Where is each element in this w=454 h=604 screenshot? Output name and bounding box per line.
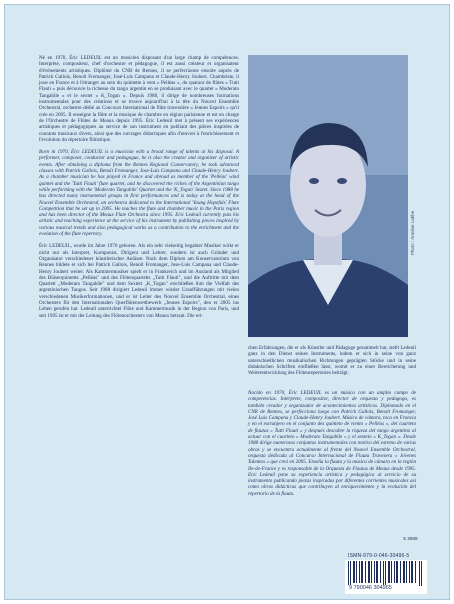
right-column-german-continued [248, 345, 416, 382]
barcode-bars [345, 560, 427, 586]
biography-french: Né en 1970, Éric LEDEUIL est un musicien disposant d'un large champ de compétences. Interprète, compositeur, chef d'orchestre et pédagogue, il est aussi créateur et organisateur d'événements artistiques. Diplômé du CNR de Rennes, il se perfectionne ensuite auprès de Patrick Gallois, Benoît Fromanger, José-Luis Campana et Claude-Henry Joubert. Chambriste, il joue en France et à l'étranger au sein du quintette à vent « Pelléas », du quatuor de flûtes « Tutti Flauti » puis découvre la richesse du tango argentin en se produisant avec le quartet « Moderato Tangabile » et le sextet « K_Togan ». Depuis 1988, il dirige de nombreuses formations instrumentales pour des créations et se trouve aujourd'hui à la tête du Nouvel Ensemble Orchestral, orchestre dédié au Concours International de flûte traversière « Jeunes Espoirs » qu'il crée en 2005. Il enseigne la flûte et la musique de chambre en région parisienne et est en charge de l'Orchestre de Flûtes de Meaux depuis 1995. Éric Ledeuil met à présent ses expériences artistiques et pédagogiques au service de son instrument en publiant des pièces inspirées de courants musicaux divers, ainsi que des ouvrages didactiques afin d'œuvrer à l'enrichissement et l'évolution du répertoire flûtistique. [39, 55, 239, 143]
barcode-digits: 9 790046 304965 [349, 585, 392, 591]
left-column [39, 55, 239, 325]
portrait-photo [248, 55, 408, 337]
photo-credit: Photo : Antoine Labbe [410, 210, 415, 255]
biography-english: Born in 1970, Éric LEDEUIL is a musician with a broad range of talents at his disposal. A performer, composer, conductor and pedagogue, he is also the creator and organizer of artistic events. After obtaining a diploma from the Rennes Regional Conservatory, he took advanced classes with Patrick Gallois, Benoît Fromanger, Jose-Luis Campana and Claude-Henry Joubert. As a chamber musician he has played in France and abroad as member of the 'Pelléas' wind quintet and the 'Tutti Flauti' flute quartet, and he discovered the riches of the Argentinian tango while performing with the 'Moderato Tangabile' Quartet and the 'K_Togan' Sextet. Since 1988 he has directed many instrumental groups in first performances and is today at the head of the Nouvel Ensemble Orchestral, an orchestra dedicated to the International 'Young Hopefuls' Flute Competition that he set up in 2005. He teaches the flute and chamber music in the Paris region and has been director of the Meaux Flute Orchestra since 1995. Eric Ledeuil currently puts his artistic and teaching experience at the service of his instrument by publishing pieces inspired by various musical trends and also pedagogical works as a contribution to the enrichment and the evolution of the flute repertory. [39, 149, 239, 238]
biography-german-continued: chen Erfahrungen, die er als Künstler und Pädagoge gesammelt hat, stellt Ledeuil ganz in den Dienst seines Instruments, indem er sich in seine von ganz unterschiedlichen musikalischen Richtungen geprägten Stücke und in seine didaktischen Schriften einfließen lässt, womit er zu einer Bereicherung und Weiterentwicklung des Flötenrepertoires beiträgt. [248, 345, 416, 377]
ismn-number: ISMN-979-0-046-30496-5 [348, 553, 410, 559]
catalog-number: S 2669 [403, 536, 418, 541]
back-cover [4, 4, 450, 600]
right-column-spanish [248, 390, 416, 503]
biography-german: Éric LEDEUIL, wurde im Jahre 1970 geboren. Als ein sehr vielseitig begabter Musiker wirkt er nicht nur als Interpret, Komponist, Dirigent und Lehrer, sondern ist auch Gründer und Organisator verschiedener künstlerischer Anlässe. Nach dem Diplom am Konservatorium von Rennes bildete er sich bei Patrick Gallois, Benoît Fromanger, Jose-Luis Campana und Claude-Henry Joubert weiter. Als Kammermusiker spielt er in Frankreich und im Ausland als Mitglied des Bläserquintetts „Pelléas" und des Flötenquartetts „Tutti Flauti", und die Auftritte mit dem Quartett „Moderato Tangabile" und dem Sextett „K_Togan" erschließen ihm die Vielfalt des argentinischen Tangos. Seit 1988 dirigiert Ledeuil immer wieder Uraufführungen mit vielen verschiedenen Musikerformationen, und er ist Leiter des Nouvel Ensemble Orchestral, eines Orchesters für den Internationalen Querflötenwettbewerb „Jeunes Espoirs", den er 2005 ins Leben gerufen hat. Ledeuil unterrichtet Flöte und Kammermusik in der Region von Paris, und seit 1995 ist er mit der Leitung des Flötenorchesters von Meaux betraut. Die rei- [39, 243, 239, 319]
biography-spanish: Nacido en 1970, Éric LEDEUIL es un músico con un amplio campo de competencias. Intérprete, compositor, director de orquesta y pedagogo, es también creador y organizador de acontecimientos artísticos. Diplomado en el CNR de Rennes, se perfecciona luego con Patrick Gallois, Benoît Fromanger, José Luis Campana y Claude-Henry Joubert. Músico de cámara, toca en Francia y en el extranjero en el conjunto des quinteto de viento « Pelléas », del cuarteto de flautas « Tutti Flauti » y después descubre la riqueza del tango argentino al actuar con el cuarteto « Moderato Tangabile » y el sexteto « K_Togan ». Desde 1988 dirige numerosos conjuntos instrumentales con motivo del estreno de varias obras y se encuentra actualmente al frente del Nouvel Ensemble Orchestral, orquesta dedicada al Concurso Internacional de Flauta Travesera « Jóvenes Talentos » que creó en 2005. Enseña la flauta y la música de cámara en la región Ile-de-France y es responsable de la Orquesta de Flautas de Meaux desde 1995. Eric Ledeuil pone su experiencia artística y pedagógica al servicio de su instrumento publicando piezas inspiradas por diferentes corrientes musicales así como obras didácticas que contribuyen al enriquecimiento y la evolución del repertorio de la flauta. [248, 390, 416, 497]
portrait-illustration [248, 55, 408, 337]
